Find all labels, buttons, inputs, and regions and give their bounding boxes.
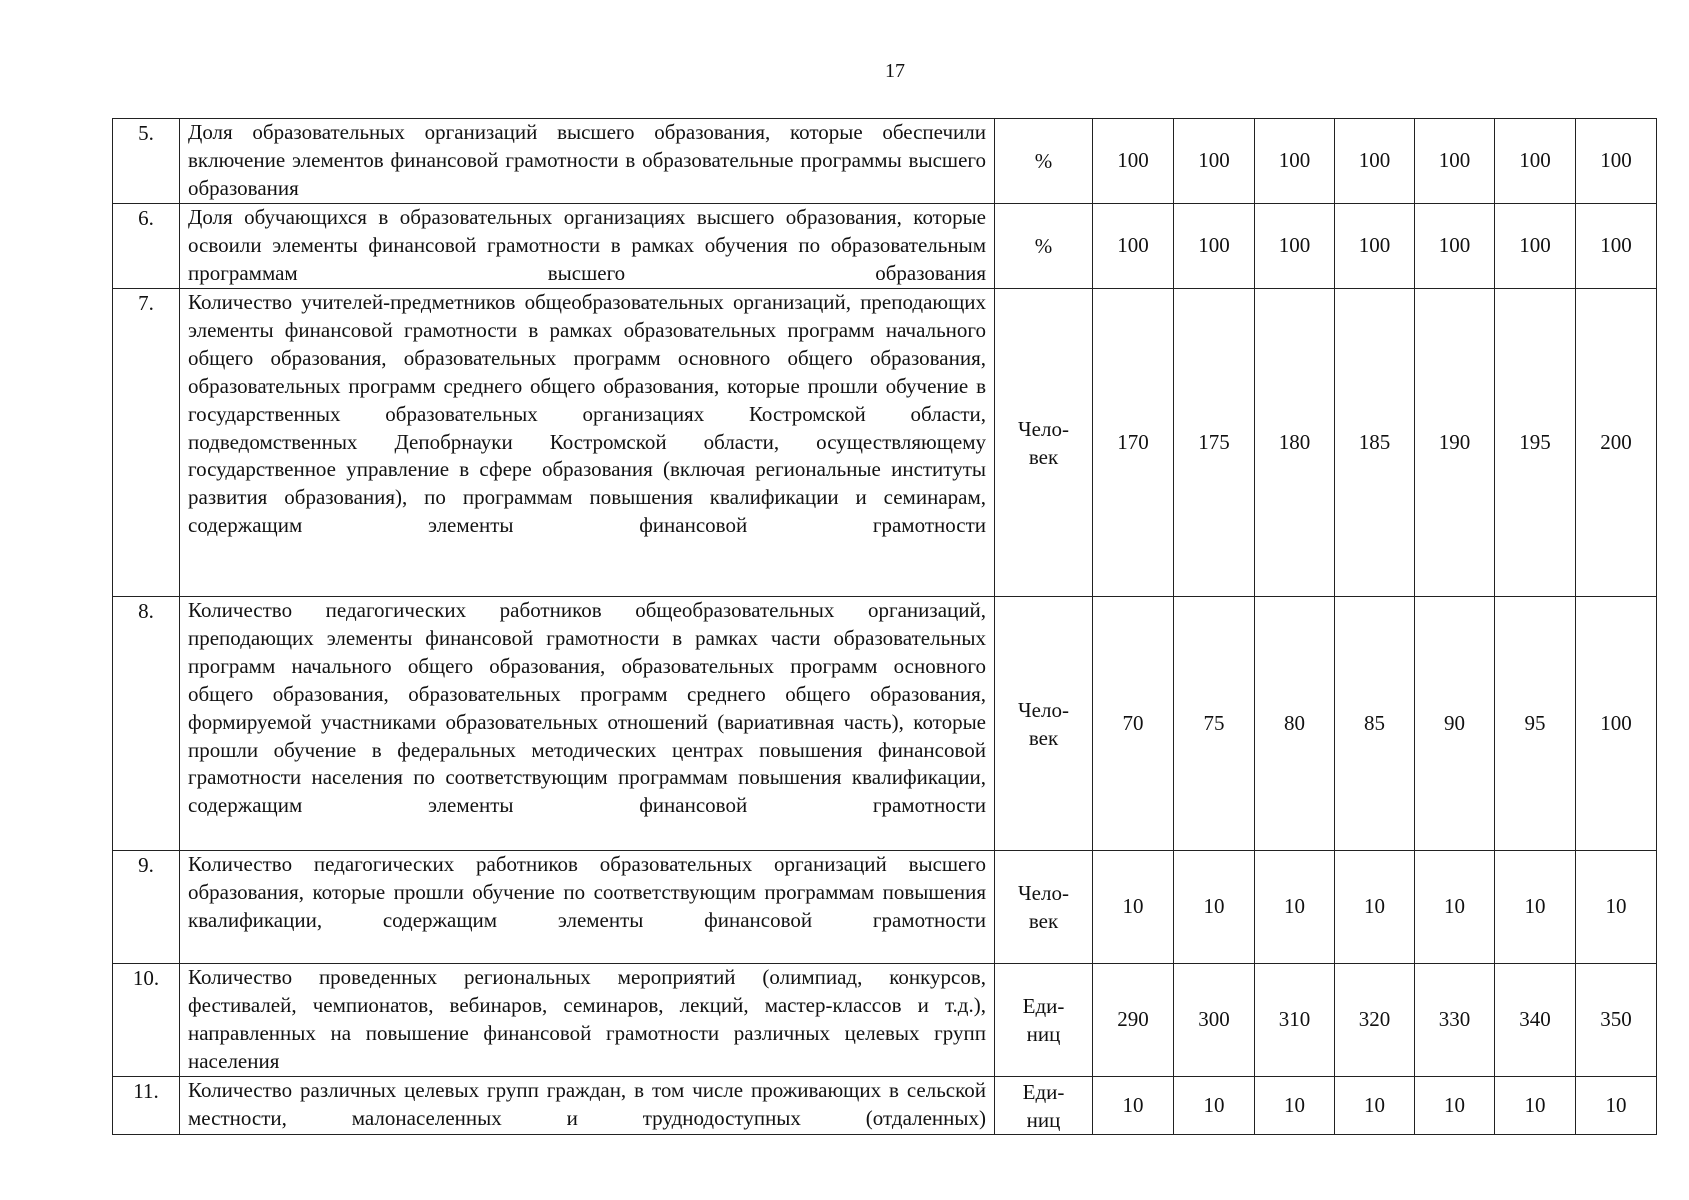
value-cell: 10 (1495, 1077, 1576, 1135)
value-cell: 170 (1093, 289, 1174, 597)
value-cell: 10 (1495, 851, 1576, 964)
value-cell: 10 (1576, 1077, 1657, 1135)
value-cell: 100 (1093, 119, 1174, 204)
indicator-description: Количество педагогических работников образовательных организаций высшего образования, которые прошли обучение по соответствующим программам повышения квалификации, содержащим элементы финансовой грамотности (180, 851, 995, 964)
table-row (113, 851, 1657, 964)
value-cell: 10 (1576, 851, 1657, 964)
indicator-description: Количество различных целевых групп граждан, в том числе проживающих в сельской местности, малонаселенных и труднодоступных (отдаленных) (180, 1077, 995, 1135)
value-cell: 95 (1495, 597, 1576, 851)
row-number: 10. (113, 964, 180, 1077)
value-cell: 10 (1174, 851, 1255, 964)
indicator-description: Количество педагогических работников общеобразовательных организаций, преподающих элементы финансовой грамотности в рамках части образовательных программ начального общего образования, образовательных программ основного общего образования, образовательных программ среднего общего образования, формируемой участниками образовательных отношений (вариативная часть), которые прошли обучение в федеральных методических центрах повышения финансовой грамотности населения по соответствующим программам повышения квалификации, содержащим элементы финансовой грамотности (180, 597, 995, 851)
row-number: 11. (113, 1077, 180, 1135)
value-cell: 100 (1576, 119, 1657, 204)
value-cell: 10 (1093, 851, 1174, 964)
value-cell: 290 (1093, 964, 1174, 1077)
unit-of-measure: % (995, 119, 1093, 204)
table-row (113, 597, 1657, 851)
value-cell: 195 (1495, 289, 1576, 597)
unit-of-measure: Чело- век (995, 597, 1093, 851)
value-cell: 200 (1576, 289, 1657, 597)
unit-of-measure: Еди- ниц (995, 964, 1093, 1077)
row-number: 9. (113, 851, 180, 964)
row-number: 7. (113, 289, 180, 597)
value-cell: 175 (1174, 289, 1255, 597)
value-cell: 10 (1335, 851, 1415, 964)
value-cell: 100 (1415, 119, 1495, 204)
value-cell: 100 (1495, 119, 1576, 204)
value-cell: 100 (1255, 119, 1335, 204)
value-cell: 190 (1415, 289, 1495, 597)
indicator-description: Доля обучающихся в образовательных организациях высшего образования, которые освоили элементы финансовой грамотности в рамках обучения по образовательным программам высшего образования (180, 204, 995, 289)
indicator-description: Количество проведенных региональных мероприятий (олимпиад, конкурсов, фестивалей, чемпионатов, вебинаров, семинаров, лекций, мастер-классов и т.д.), направленных на повышение финансовой грамотности различных целевых групп населения (180, 964, 995, 1077)
value-cell: 100 (1174, 204, 1255, 289)
value-cell: 300 (1174, 964, 1255, 1077)
indicator-description: Количество учителей-предметников общеобразовательных организаций, преподающих элементы финансовой грамотности в рамках образовательных программ начального общего образования, образовательных программ основного общего образования, образовательных программ среднего общего образования, которые прошли обучение в государственных образовательных организациях Костромской области, подведомственных Депобрнауки Костромской области, осуществляющему государственное управление в сфере образования (включая региональные институты развития образования), по программам повышения квалификации и семинарам, содержащим элементы финансовой грамотности (180, 289, 995, 597)
row-number: 8. (113, 597, 180, 851)
value-cell: 100 (1335, 204, 1415, 289)
table-row (113, 204, 1657, 289)
value-cell: 10 (1093, 1077, 1174, 1135)
row-number: 6. (113, 204, 180, 289)
unit-of-measure: % (995, 204, 1093, 289)
value-cell: 85 (1335, 597, 1415, 851)
unit-of-measure: Чело- век (995, 851, 1093, 964)
value-cell: 310 (1255, 964, 1335, 1077)
table-row (113, 289, 1657, 597)
value-cell: 10 (1174, 1077, 1255, 1135)
value-cell: 70 (1093, 597, 1174, 851)
indicator-description: Доля образовательных организаций высшего образования, которые обеспечили включение элементов финансовой грамотности в образовательные программы высшего образования (180, 119, 995, 204)
value-cell: 10 (1415, 851, 1495, 964)
page-number: 17 (885, 60, 905, 82)
value-cell: 100 (1335, 119, 1415, 204)
row-number: 5. (113, 119, 180, 204)
value-cell: 100 (1495, 204, 1576, 289)
unit-of-measure: Еди- ниц (995, 1077, 1093, 1135)
value-cell: 100 (1255, 204, 1335, 289)
value-cell: 330 (1415, 964, 1495, 1077)
value-cell: 10 (1335, 1077, 1415, 1135)
value-cell: 100 (1174, 119, 1255, 204)
value-cell: 180 (1255, 289, 1335, 597)
table-body (113, 119, 1657, 1135)
value-cell: 100 (1093, 204, 1174, 289)
value-cell: 320 (1335, 964, 1415, 1077)
value-cell: 80 (1255, 597, 1335, 851)
value-cell: 10 (1415, 1077, 1495, 1135)
value-cell: 100 (1576, 204, 1657, 289)
table-row (113, 1077, 1657, 1135)
value-cell: 185 (1335, 289, 1415, 597)
value-cell: 100 (1415, 204, 1495, 289)
value-cell: 90 (1415, 597, 1495, 851)
table-row (113, 119, 1657, 204)
value-cell: 10 (1255, 851, 1335, 964)
indicators-table (112, 118, 1657, 1135)
unit-of-measure: Чело- век (995, 289, 1093, 597)
value-cell: 340 (1495, 964, 1576, 1077)
table-row (113, 964, 1657, 1077)
value-cell: 75 (1174, 597, 1255, 851)
value-cell: 350 (1576, 964, 1657, 1077)
value-cell: 100 (1576, 597, 1657, 851)
value-cell: 10 (1255, 1077, 1335, 1135)
